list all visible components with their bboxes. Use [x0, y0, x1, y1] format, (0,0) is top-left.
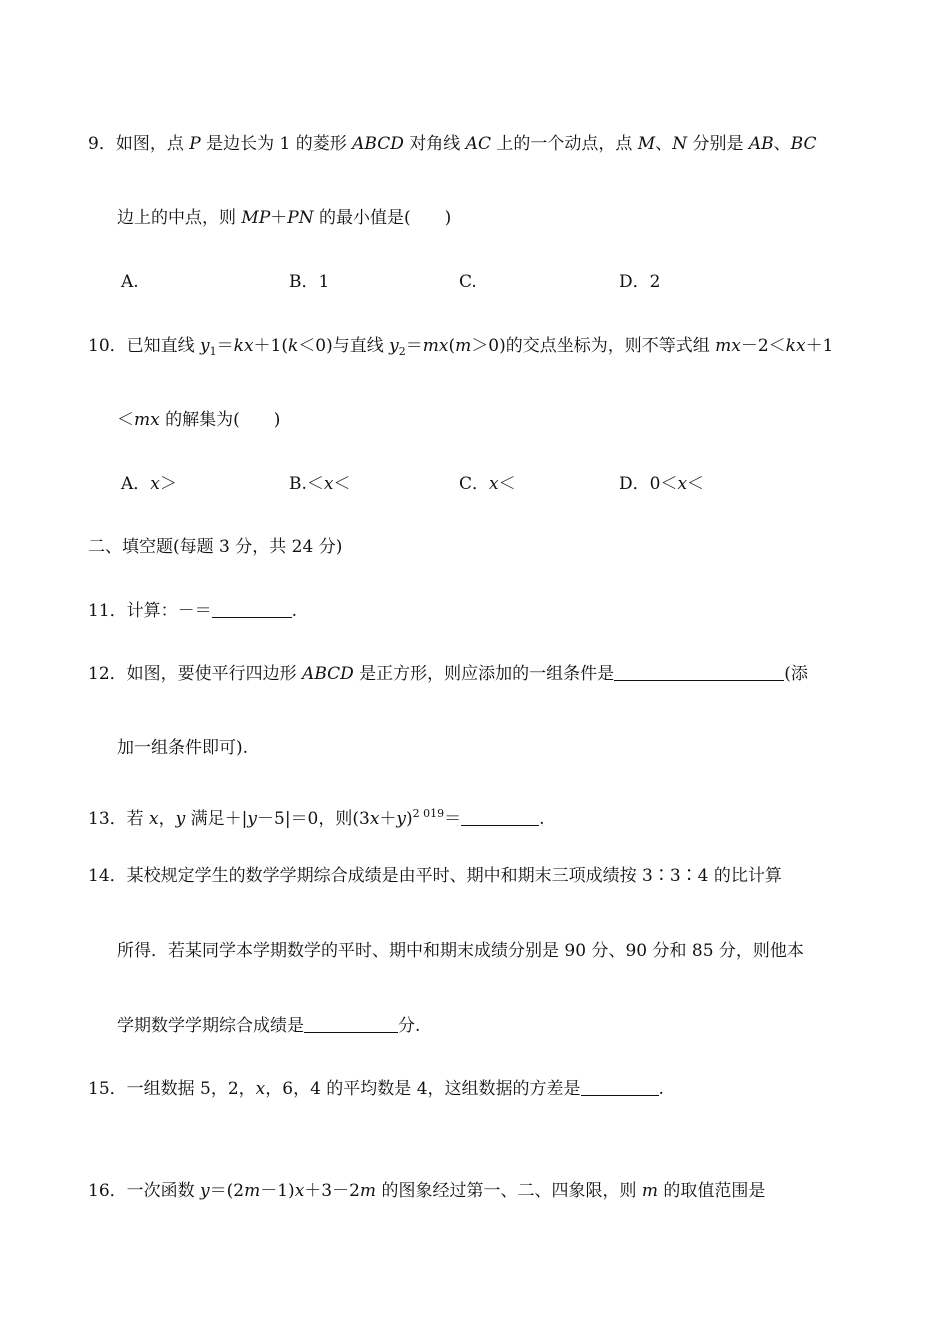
q10-option-a: A．x＞	[121, 474, 177, 494]
q9-line2: 边上的中点，则 MP＋PN 的最小值是( )	[117, 208, 452, 228]
q16: 16．一次函数 y＝(2m－1)x＋3－2m 的图象经过第一、二、四象限，则 m 的取值范围是	[88, 1181, 766, 1201]
q14-line1: 14．某校规定学生的数学学期综合成绩是由平时、期中和期末三项成绩按 3∶3∶4 的比计算	[88, 866, 782, 886]
q14-line3: 学期数学学期综合成绩是 分.	[117, 1016, 421, 1036]
q14-line2: 所得．若某同学本学期数学的平时、期中和期末成绩分别是 90 分、90 分和 85 分，则他本	[117, 941, 804, 961]
q15-answer-blank[interactable]	[581, 1079, 659, 1096]
q9-option-d: D．2	[619, 272, 661, 292]
q12-line1: 12．如图，要使平行四边形 ABCD 是正方形，则应添加的一组条件是 (添	[88, 664, 808, 684]
q10-number: 10．	[88, 336, 127, 356]
q9-number: 9．	[88, 134, 116, 154]
q9-option-b: B．1	[289, 272, 330, 292]
q11: 11．计算：－＝ .	[88, 601, 298, 621]
q14-answer-blank[interactable]	[304, 1016, 398, 1033]
q13-answer-blank[interactable]	[461, 809, 539, 826]
q9-option-c: C.	[459, 272, 477, 292]
q9-line1: 9．如图，点 P 是边长为 1 的菱形 ABCD 对角线 AC 上的一个动点，点 M、N 分别是 AB、BC	[88, 134, 817, 154]
q13: 13．若 x，y 满足＋|y－5|＝0，则$(3x+y)^{2 019}=$ .	[88, 807, 545, 829]
q10-line2: ＜mx 的解集为( )	[117, 410, 281, 430]
q10-option-c: C．x＜	[459, 474, 516, 494]
q10-option-b: B.＜x＜	[289, 474, 351, 494]
q12-line2: 加一组条件即可).	[117, 738, 249, 758]
q15: 15．一组数据 5，2，x，6，4 的平均数是 4，这组数据的方差是 .	[88, 1079, 664, 1099]
q9-option-a: A.	[121, 272, 139, 292]
q10-option-d: D．0＜x＜	[619, 474, 705, 494]
q12-answer-blank[interactable]	[614, 664, 784, 681]
q10-line1: 10．已知直线 $y_1=kx+1(k<0)$与直线 $y_2=mx(m>0)$的交点坐标为，则不等式组 mx－2＜kx＋1	[88, 336, 834, 358]
section-heading: 二、填空题(每题 3 分，共 24 分)	[88, 537, 343, 557]
q11-answer-blank[interactable]	[212, 601, 292, 618]
